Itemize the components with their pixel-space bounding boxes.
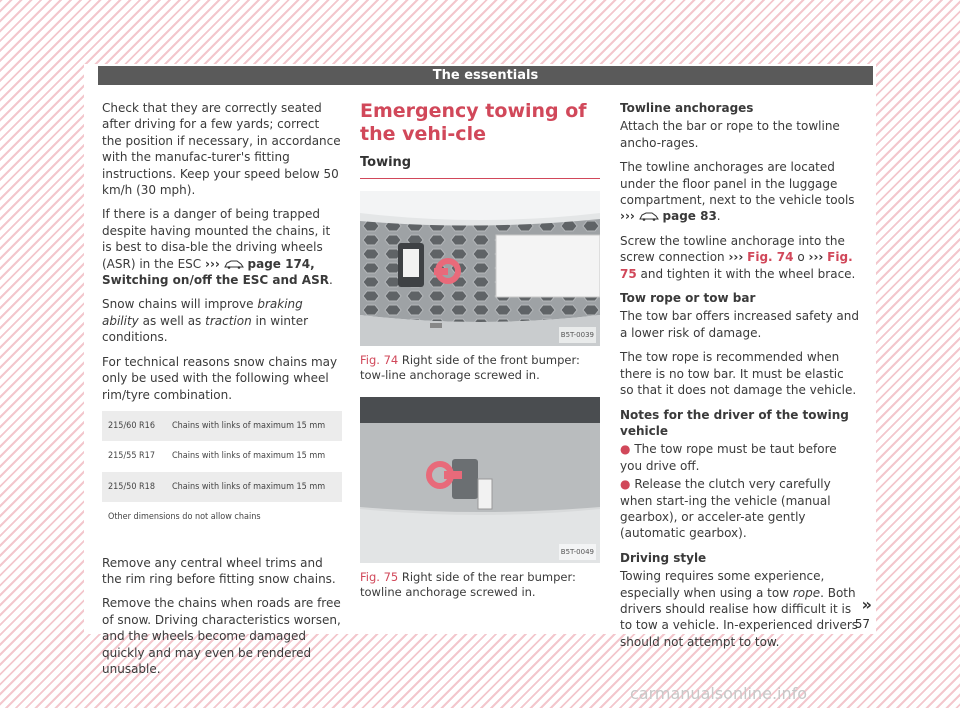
car-warning-icon [224, 259, 244, 269]
table-row [102, 411, 342, 441]
section-title: Emergency towing of the vehi-cle [360, 100, 587, 145]
table-cell: Chains with links of maximum 15 mm [172, 451, 326, 462]
reference-arrow: ››› [808, 250, 824, 265]
column-right [620, 100, 860, 658]
section-subtitle: Towing [360, 155, 600, 179]
car-warning-icon [639, 211, 659, 221]
table-cell: Chains with links of maximum 15 mm [166, 472, 342, 502]
page-number: 57 [854, 617, 870, 631]
figure-rear-bumper [360, 397, 600, 563]
page-header: The essentials [98, 66, 873, 85]
reference-arrow: ››› [620, 209, 635, 224]
paragraph: Remove any central wheel trims and the rim ring before fitting snow chains. [102, 555, 336, 586]
bullet-item: ● The tow rope must be taut before you drive off. [620, 442, 837, 473]
page-reference-link[interactable]: page 174, Switching on/off the ESC and ASR [102, 256, 329, 288]
watermark: carmanualsonline.info [630, 684, 808, 703]
rear-bumper-illustration [360, 397, 600, 563]
paragraph: For technical reasons snow chains may only be used with the following wheel rim/tyre combination. [102, 354, 338, 402]
figure-code: B5T-0039 [559, 327, 596, 343]
subheading: Tow rope or tow bar [620, 291, 756, 306]
figure-caption: Fig. 75 Right side of the rear bumper: towline anchorage screwed in. [360, 570, 576, 600]
bullet-icon: ● [620, 442, 631, 457]
column-middle [360, 100, 600, 600]
paragraph: The tow bar offers increased safety and a lower risk of damage. [620, 309, 859, 340]
snow-chain-table [102, 411, 342, 533]
paragraph: Attach the bar or rope to the towline ancho-rages. [620, 119, 840, 150]
table-cell: Chains with links of maximum 15 mm [166, 411, 342, 441]
bullet-icon: ● [620, 477, 631, 492]
manual-page [84, 64, 876, 676]
subheading: Towline anchorages [620, 101, 754, 115]
subheading: Notes for the driver of the towing vehicle [620, 407, 849, 438]
reference-arrow: ››› [728, 250, 744, 265]
table-row [102, 502, 342, 532]
figure-code: B5T-0049 [559, 544, 596, 560]
figure-label: Fig. 75 [360, 570, 399, 585]
paragraph: Snow chains will improve braking ability as well as traction in winter conditions. [102, 297, 309, 345]
table-cell: Other dimensions do not allow chains [108, 512, 261, 523]
subheading: Driving style [620, 550, 707, 565]
paragraph: The towline anchorages are located under the floor panel in the luggage compartment, next to the vehicle tools ››› page 83. [620, 160, 855, 224]
bullet-item: ● Release the clutch very carefully when start-ing the vehicle (manual gearbox), or acceler-ate gently (automatic gearbox). [620, 477, 831, 541]
paragraph: Remove the chains when roads are free of snow. Driving characteristics worsen, and the wheels become damaged quickly and may even be rendered unusable. [102, 596, 341, 676]
paragraph: If there is a danger of being trapped despite having mounted the chains, it is best to disa-ble the driving wheels (ASR) in the ESC ››› page 174, Switching on/off the ESC and ASR. [102, 207, 333, 288]
figure-label: Fig. 74 [360, 353, 399, 368]
reference-arrow: ››› [205, 256, 220, 271]
table-cell: 215/55 R17 [108, 451, 155, 462]
table-row [102, 472, 342, 502]
column-left [102, 100, 342, 685]
figure-caption: Fig. 74 Right side of the front bumper: tow-line anchorage screwed in. [360, 353, 580, 383]
paragraph: The tow rope is recommended when there is no tow bar. It must be elastic so that it does not damage the vehicle. [620, 350, 857, 398]
paragraph: Screw the towline anchorage into the screw connection ››› Fig. 74 o ››› Fig. 75 and tighten it with the wheel brace. [620, 233, 856, 281]
table-cell: 215/50 R18 [102, 472, 166, 502]
front-bumper-illustration [360, 191, 600, 346]
table-row [102, 441, 342, 471]
continue-mark: » [861, 595, 872, 614]
paragraph: Check that they are correctly seated after driving for a few yards; correct the position if necessary, in accordance with the manufac-turer's fitting instructions. Keep your speed below 50 km/h (30 mph). [102, 101, 341, 198]
paragraph: Towing requires some experience, especially when using a tow rope. Both drivers should realise how difficult it is to tow a vehicle. In-experienced drivers should not attempt to tow. [620, 569, 859, 649]
figure-front-bumper [360, 191, 600, 346]
page-reference-link[interactable]: page 83 [662, 209, 717, 224]
table-cell: 215/60 R16 [102, 411, 166, 441]
figure-reference-link[interactable]: Fig. 74 [747, 250, 794, 265]
figure-reference-link[interactable]: Fig. 75 [620, 250, 853, 281]
